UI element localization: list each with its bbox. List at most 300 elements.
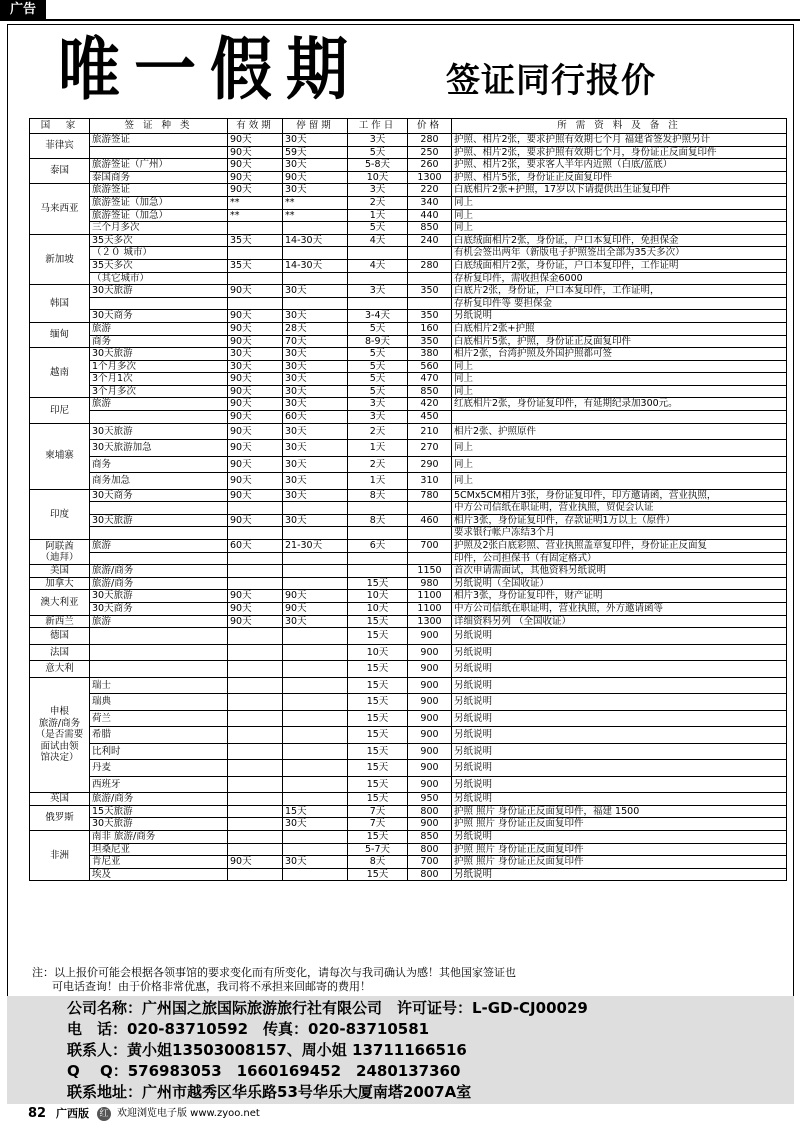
workdays-cell: 10天: [348, 603, 408, 616]
validity-cell: 90天: [228, 440, 283, 457]
validity-cell: **: [228, 196, 283, 209]
price-cell: 900: [408, 818, 452, 831]
workdays-cell: [348, 565, 408, 578]
price-cell: 900: [408, 760, 452, 777]
table-row: [30, 456, 787, 473]
stay-cell: 30天: [283, 440, 348, 457]
validity-cell: 90天: [228, 310, 283, 323]
country-cell: 法国: [30, 644, 90, 661]
price-cell: 1150: [408, 565, 452, 578]
stay-cell: [283, 760, 348, 777]
price-cell: [408, 297, 452, 310]
workdays-cell: [348, 297, 408, 310]
notes-cell: 白底相片2张+护照，17岁以下请提供出生证复印件: [452, 184, 787, 197]
price-cell: 440: [408, 209, 452, 222]
notes-cell: 另纸说明: [452, 727, 787, 744]
price-cell: 900: [408, 776, 452, 793]
validity-cell: 30天: [228, 360, 283, 373]
table-row: [30, 843, 787, 856]
price-cell: 780: [408, 489, 452, 502]
visa-type-cell: 旅游: [90, 540, 228, 553]
table-row: [30, 760, 787, 777]
validity-cell: 90天: [228, 473, 283, 490]
workdays-cell: 15天: [348, 710, 408, 727]
notes-cell: 白底绒面相片2张，身份证，户口本复印件，免担保金: [452, 234, 787, 247]
notes-cell: 另纸说明: [452, 644, 787, 661]
notes-cell: 5CMx5CM相片3张，身份证复印件，印方邀请函，营业执照，: [452, 489, 787, 502]
validity-cell: [228, 247, 283, 260]
country-cell: 韩国: [30, 285, 90, 323]
top-rule: [0, 19, 800, 21]
page-title: 唯一假期: [58, 29, 363, 110]
table-row: [30, 285, 787, 298]
price-cell: 980: [408, 577, 452, 590]
notes-cell: [452, 411, 787, 424]
workdays-cell: 1天: [348, 473, 408, 490]
stay-cell: 30天: [283, 473, 348, 490]
visa-type-cell: 旅游: [90, 398, 228, 411]
stay-cell: [283, 830, 348, 843]
workdays-cell: 15天: [348, 760, 408, 777]
stay-cell: 30天: [283, 423, 348, 440]
price-cell: 900: [408, 661, 452, 678]
header-price: 价格: [408, 119, 452, 134]
notes-cell: 白底绒面相片2张，身份证，户口本复印件，工作证明: [452, 259, 787, 272]
notes-cell: 中方公司信纸在职证明，营业执照，外方邀请函等: [452, 603, 787, 616]
workdays-cell: 15天: [348, 743, 408, 760]
validity-cell: 90天: [228, 603, 283, 616]
country-cell: 加拿大: [30, 577, 90, 590]
stay-cell: 30天: [283, 385, 348, 398]
notes-cell: 护照、相片2张，要求护照有效期七个月 福建省签发护照另计: [452, 134, 787, 147]
company-phone: 电 话：020-83710592 传真：020-83710581: [67, 1020, 430, 1038]
workdays-cell: 1天: [348, 209, 408, 222]
price-cell: 460: [408, 514, 452, 527]
price-cell: 210: [408, 423, 452, 440]
validity-cell: 60天: [228, 540, 283, 553]
workdays-cell: 15天: [348, 694, 408, 711]
validity-cell: 90天: [228, 423, 283, 440]
validity-cell: [228, 727, 283, 744]
price-cell: [408, 502, 452, 515]
price-cell: 280: [408, 259, 452, 272]
ad-tag: 广告: [0, 0, 46, 20]
validity-cell: [228, 272, 283, 285]
table-row: [30, 565, 787, 578]
table-row: [30, 411, 787, 424]
table-row: [30, 661, 787, 678]
visa-type-cell: 1个月多次: [90, 360, 228, 373]
stay-cell: 30天: [283, 489, 348, 502]
validity-cell: [228, 527, 283, 540]
notes-cell: 护照 照片 身份证正反面复印件: [452, 843, 787, 856]
footnote-line-2: 可电话查询！由于价格非常优惠，我司将不承担来回邮寄的费用！: [52, 980, 371, 993]
table-row: [30, 322, 787, 335]
stay-cell: [283, 222, 348, 235]
validity-cell: 35天: [228, 259, 283, 272]
notes-cell: 中方公司信纸在职证明，营业执照，贸促会认证: [452, 502, 787, 515]
stay-cell: 30天: [283, 310, 348, 323]
workdays-cell: 3天: [348, 285, 408, 298]
visa-type-cell: 旅游: [90, 322, 228, 335]
validity-cell: 90天: [228, 373, 283, 386]
country-cell: 非洲: [30, 830, 90, 880]
notes-cell: 护照 照片 身份证正反面复印件: [452, 856, 787, 869]
validity-cell: **: [228, 209, 283, 222]
stay-cell: [283, 727, 348, 744]
stay-cell: 30天: [283, 348, 348, 361]
country-cell: 柬埔寨: [30, 423, 90, 489]
stay-cell: [283, 661, 348, 678]
notes-cell: 另纸说明（全国收证）: [452, 577, 787, 590]
notes-cell: 同上: [452, 456, 787, 473]
workdays-cell: 2天: [348, 196, 408, 209]
table-row: [30, 134, 787, 147]
validity-cell: 90天: [228, 385, 283, 398]
table-row: [30, 259, 787, 272]
visa-type-cell: 南非 旅游/商务: [90, 830, 228, 843]
visa-type-cell: [90, 297, 228, 310]
price-cell: 900: [408, 677, 452, 694]
notes-cell: 详细资料另列 （全国收证）: [452, 615, 787, 628]
workdays-cell: 5天: [348, 385, 408, 398]
stay-cell: 28天: [283, 322, 348, 335]
notes-cell: 相片2张，台湾护照及外国护照都可签: [452, 348, 787, 361]
workdays-cell: [348, 552, 408, 565]
stay-cell: 14-30天: [283, 259, 348, 272]
validity-cell: [228, 565, 283, 578]
table-row: [30, 743, 787, 760]
table-row: [30, 710, 787, 727]
stay-cell: [283, 502, 348, 515]
workdays-cell: 15天: [348, 793, 408, 806]
country-cell: 新西兰: [30, 615, 90, 628]
workdays-cell: 4天: [348, 234, 408, 247]
country-cell: 美国: [30, 565, 90, 578]
validity-cell: [228, 743, 283, 760]
notes-cell: 另纸说明: [452, 776, 787, 793]
table-row: [30, 577, 787, 590]
workdays-cell: [348, 247, 408, 260]
visa-type-cell: 瑞典: [90, 694, 228, 711]
visa-type-cell: 3个月多次: [90, 385, 228, 398]
workdays-cell: 15天: [348, 628, 408, 645]
validity-cell: 90天: [228, 514, 283, 527]
validity-cell: [228, 793, 283, 806]
table-row: [30, 527, 787, 540]
visa-type-cell: 旅游/商务: [90, 565, 228, 578]
company-address: 联系地址：广州市越秀区华乐路53号华乐大厦南塔2007A室: [67, 1083, 472, 1101]
workdays-cell: 2天: [348, 423, 408, 440]
workdays-cell: 15天: [348, 727, 408, 744]
validity-cell: 90天: [228, 159, 283, 172]
price-cell: 1300: [408, 615, 452, 628]
stay-cell: 30天: [283, 818, 348, 831]
price-cell: 900: [408, 644, 452, 661]
table-row: [30, 360, 787, 373]
stay-cell: 30天: [283, 514, 348, 527]
visa-type-cell: 30天旅游: [90, 348, 228, 361]
validity-cell: 90天: [228, 285, 283, 298]
stay-cell: 90天: [283, 603, 348, 616]
table-row: [30, 310, 787, 323]
table-row: [30, 615, 787, 628]
header-workdays: 工作日: [348, 119, 408, 134]
notes-cell: 另纸说明: [452, 868, 787, 881]
footnote: [32, 966, 772, 994]
workdays-cell: 4天: [348, 259, 408, 272]
table-row: [30, 489, 787, 502]
visa-type-cell: 30天商务: [90, 603, 228, 616]
price-cell: [408, 527, 452, 540]
visa-type-cell: 15天旅游: [90, 805, 228, 818]
table-row: [30, 818, 787, 831]
stay-cell: [283, 710, 348, 727]
stay-cell: [283, 776, 348, 793]
visa-type-cell: 肯尼亚: [90, 856, 228, 869]
notes-cell: 护照 照片 身份证正反面复印件，福建 1500: [452, 805, 787, 818]
country-cell: 印尼: [30, 398, 90, 423]
header-stay: 停留期: [283, 119, 348, 134]
validity-cell: [228, 843, 283, 856]
company-contact: 联系人：黄小姐13503008157、周小姐 13711166516: [67, 1041, 467, 1059]
table-row: [30, 502, 787, 515]
visa-type-cell: 旅游/商务: [90, 577, 228, 590]
workdays-cell: 8天: [348, 514, 408, 527]
visa-type-cell: 30天商务: [90, 310, 228, 323]
table-row: [30, 540, 787, 553]
table-row: [30, 247, 787, 260]
table-row: [30, 348, 787, 361]
workdays-cell: 3天: [348, 411, 408, 424]
price-cell: 700: [408, 540, 452, 553]
table-row: [30, 272, 787, 285]
table-row: [30, 196, 787, 209]
table-row: [30, 677, 787, 694]
validity-cell: [228, 552, 283, 565]
stay-cell: 30天: [283, 856, 348, 869]
notes-cell: 同上: [452, 385, 787, 398]
price-cell: 850: [408, 222, 452, 235]
visa-type-cell: [90, 411, 228, 424]
table-row: [30, 398, 787, 411]
workdays-cell: 7天: [348, 818, 408, 831]
visa-type-cell: [90, 527, 228, 540]
validity-cell: [228, 818, 283, 831]
price-cell: 560: [408, 360, 452, 373]
price-cell: 350: [408, 310, 452, 323]
visa-type-cell: 30天商务: [90, 489, 228, 502]
price-cell: 260: [408, 159, 452, 172]
validity-cell: 90天: [228, 456, 283, 473]
validity-cell: 90天: [228, 398, 283, 411]
workdays-cell: 5天: [348, 322, 408, 335]
workdays-cell: 2天: [348, 456, 408, 473]
price-cell: 1100: [408, 603, 452, 616]
table-row: [30, 628, 787, 645]
price-cell: 900: [408, 710, 452, 727]
table-row: [30, 297, 787, 310]
visa-type-cell: 商务: [90, 456, 228, 473]
validity-cell: 90天: [228, 489, 283, 502]
validity-cell: [228, 222, 283, 235]
validity-cell: [228, 297, 283, 310]
price-cell: 950: [408, 793, 452, 806]
stay-cell: 30天: [283, 456, 348, 473]
stay-cell: 30天: [283, 615, 348, 628]
validity-cell: 90天: [228, 322, 283, 335]
visa-type-cell: [90, 628, 228, 645]
visa-type-cell: 瑞士: [90, 677, 228, 694]
table-row: [30, 184, 787, 197]
visa-type-cell: 旅游签证（广州）: [90, 159, 228, 172]
country-cell: 印度: [30, 489, 90, 539]
price-cell: 470: [408, 373, 452, 386]
workdays-cell: 15天: [348, 677, 408, 694]
notes-cell: 另纸说明: [452, 694, 787, 711]
stay-cell: [283, 743, 348, 760]
visa-type-cell: 埃及: [90, 868, 228, 881]
price-cell: 1300: [408, 171, 452, 184]
stay-cell: 59天: [283, 146, 348, 159]
notes-cell: 同上: [452, 196, 787, 209]
notes-cell: 存析复印件等 要担保金: [452, 297, 787, 310]
workdays-cell: 15天: [348, 577, 408, 590]
validity-cell: 90天: [228, 590, 283, 603]
header-visa-type: 签 证 种 类: [90, 119, 228, 134]
price-cell: 850: [408, 385, 452, 398]
visa-type-cell: 比利时: [90, 743, 228, 760]
price-cell: 270: [408, 440, 452, 457]
visa-type-cell: 旅游签证（加急）: [90, 196, 228, 209]
stay-cell: 30天: [283, 360, 348, 373]
workdays-cell: 5-8天: [348, 159, 408, 172]
notes-cell: 护照、相片5张，身份证正反面复印件: [452, 171, 787, 184]
notes-cell: 另纸说明: [452, 628, 787, 645]
price-cell: 1100: [408, 590, 452, 603]
visa-type-cell: 30天旅游: [90, 590, 228, 603]
validity-cell: [228, 830, 283, 843]
country-cell: 新加坡: [30, 234, 90, 284]
notes-cell: 白底相片5张，护照，身份证正反面复印件: [452, 335, 787, 348]
workdays-cell: 8天: [348, 856, 408, 869]
price-cell: 340: [408, 196, 452, 209]
price-cell: 240: [408, 234, 452, 247]
stay-cell: 30天: [283, 184, 348, 197]
validity-cell: [228, 502, 283, 515]
workdays-cell: 15天: [348, 830, 408, 843]
price-cell: 800: [408, 843, 452, 856]
visa-type-cell: （２０ 城市）: [90, 247, 228, 260]
visa-type-cell: 荷兰: [90, 710, 228, 727]
visa-type-cell: 35天多次: [90, 234, 228, 247]
table-row: [30, 776, 787, 793]
workdays-cell: 15天: [348, 661, 408, 678]
notes-cell: 相片3张，身份证复印件，存款证明1万以上（原件）: [452, 514, 787, 527]
country-cell: 澳大利亚: [30, 590, 90, 615]
price-cell: 350: [408, 335, 452, 348]
stay-cell: **: [283, 209, 348, 222]
validity-cell: [228, 805, 283, 818]
company-name: 公司名称：广州国之旅国际旅游旅行社有限公司 许可证号：L-GD-CJ00029: [67, 999, 588, 1017]
notes-cell: 相片2张、护照原件: [452, 423, 787, 440]
price-cell: [408, 247, 452, 260]
stay-cell: 30天: [283, 285, 348, 298]
workdays-cell: 15天: [348, 776, 408, 793]
visa-type-cell: 30天旅游加急: [90, 440, 228, 457]
workdays-cell: 15天: [348, 868, 408, 881]
workdays-cell: 15天: [348, 615, 408, 628]
workdays-cell: 5天: [348, 373, 408, 386]
validity-cell: [228, 677, 283, 694]
notes-cell: 同上: [452, 373, 787, 386]
visa-type-cell: 35天多次: [90, 259, 228, 272]
stay-cell: [283, 577, 348, 590]
header-country: 国 家: [30, 119, 90, 134]
visa-type-cell: 30天旅游: [90, 514, 228, 527]
price-cell: 900: [408, 628, 452, 645]
notes-cell: 存析复印件，需收担保金6000: [452, 272, 787, 285]
visa-type-cell: 30天旅游: [90, 285, 228, 298]
table-body: [30, 134, 787, 881]
stay-cell: [283, 247, 348, 260]
visa-type-cell: 坦桑尼亚: [90, 843, 228, 856]
table-row: [30, 694, 787, 711]
stay-cell: 30天: [283, 134, 348, 147]
website-link[interactable]: 欢迎浏览电子版 www.zyoo.net: [117, 1108, 260, 1119]
stay-cell: 21-30天: [283, 540, 348, 553]
stay-cell: **: [283, 196, 348, 209]
validity-cell: 90天: [228, 856, 283, 869]
notes-cell: 同上: [452, 222, 787, 235]
validity-cell: [228, 628, 283, 645]
workdays-cell: 3天: [348, 398, 408, 411]
table-row: [30, 603, 787, 616]
visa-type-cell: 旅游签证: [90, 184, 228, 197]
header-validity: 有效期: [228, 119, 283, 134]
price-cell: 250: [408, 146, 452, 159]
workdays-cell: 3天: [348, 134, 408, 147]
stay-cell: [283, 694, 348, 711]
workdays-cell: 5天: [348, 146, 408, 159]
stay-cell: 90天: [283, 171, 348, 184]
page-footer: [0, 1104, 800, 1124]
validity-cell: 90天: [228, 411, 283, 424]
table-row: [30, 868, 787, 881]
validity-cell: 90天: [228, 184, 283, 197]
table-row: [30, 644, 787, 661]
stay-cell: [283, 527, 348, 540]
price-cell: 900: [408, 743, 452, 760]
notes-cell: 要求银行帐户冻结3个月: [452, 527, 787, 540]
notes-cell: 白底片2张，身份证，户口本复印件，工作证明，: [452, 285, 787, 298]
validity-cell: [228, 644, 283, 661]
price-cell: 290: [408, 456, 452, 473]
workdays-cell: 1天: [348, 440, 408, 457]
price-cell: 700: [408, 856, 452, 869]
table-row: [30, 552, 787, 565]
workdays-cell: 7天: [348, 805, 408, 818]
stay-cell: [283, 677, 348, 694]
workdays-cell: 6天: [348, 540, 408, 553]
workdays-cell: 5天: [348, 222, 408, 235]
stay-cell: 70天: [283, 335, 348, 348]
table-row: [30, 514, 787, 527]
table-row: [30, 473, 787, 490]
table-row: [30, 440, 787, 457]
notes-cell: 另纸说明: [452, 793, 787, 806]
visa-type-cell: 西班牙: [90, 776, 228, 793]
